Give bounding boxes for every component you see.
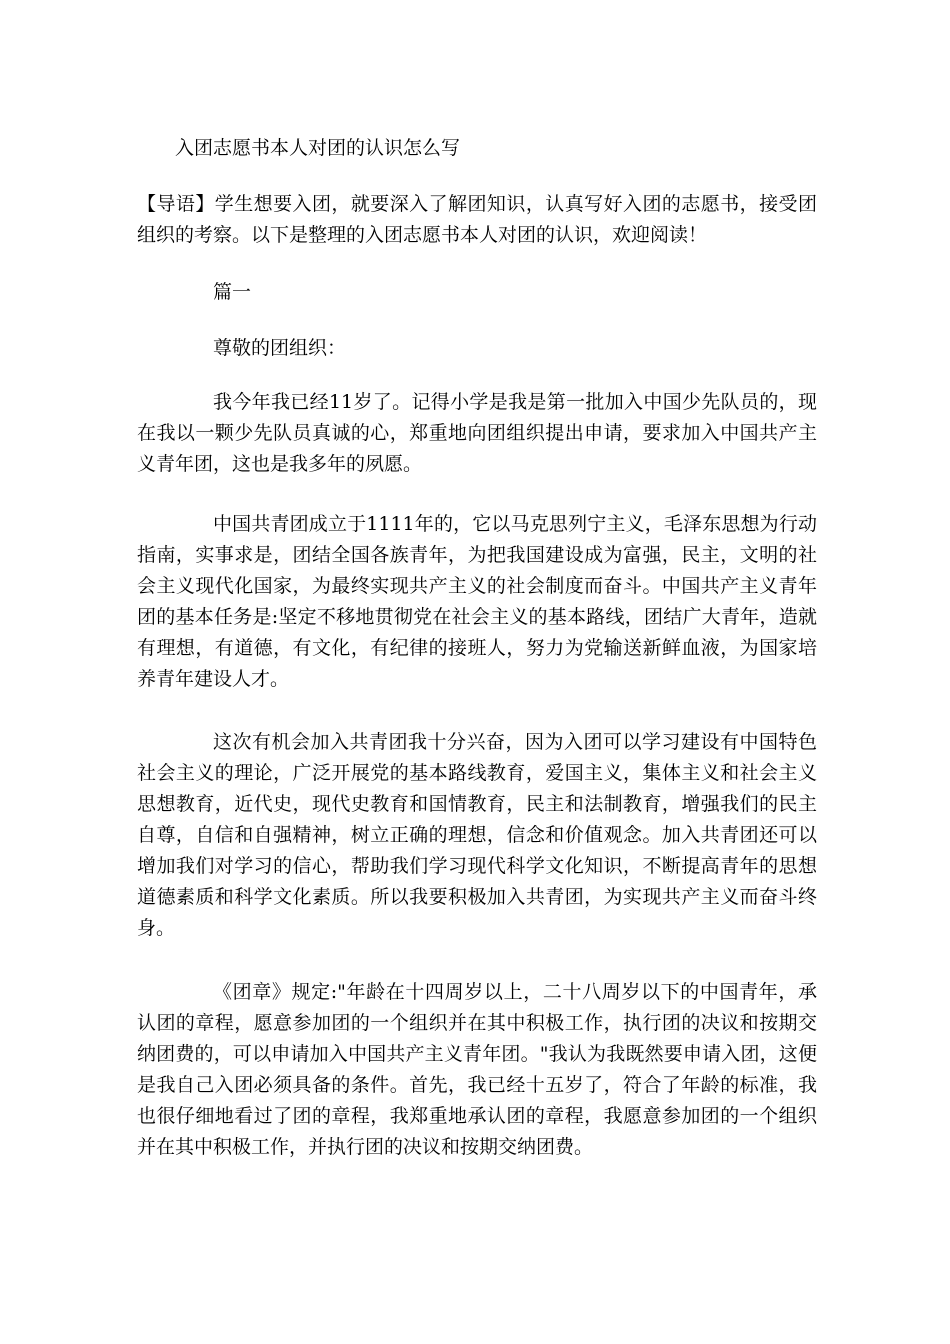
section-label: 篇一 bbox=[213, 281, 252, 303]
body-paragraph: 中国共青团成立于1111年的，它以马克思列宁主义，毛泽东思想为行动指南，实事求是，团结全国各族青年，为把我国建设成为富强，民主，文明的社会主义现代化国家，为最终实现共产主义的社会制度而奋斗。中国共产主义青年团的基本任务是:坚定不移地贯彻党在社会主义的基本路线，团结广大青年，造就有理想，有道德，有文化，有纪律的接班人，努力为党输送新鲜血液，为国家培养青年建设人才。 bbox=[137, 513, 817, 690]
body-paragraph: 我今年我已经11岁了。记得小学是我是第一批加入中国少先队员的，现在我以一颗少先队员真诚的心，郑重地向团组织提出申请，要求加入中国共产主义青年团，这也是我多年的夙愿。 bbox=[137, 391, 817, 475]
body-paragraph: 《团章》规定:"年龄在十四周岁以上，二十八周岁以下的中国青年，承认团的章程，愿意参加团的一个组织并在其中积极工作，执行团的决议和按期交纳团费的，可以申请加入中国共产主义青年团。"我认为我既然要申请入团，这便是我自己入团必须具备的条件。首先，我已经十五岁了，符合了年龄的标准，我也很仔细地看过了团的章程，我郑重地承认团的章程，我愿意参加团的一个组织并在其中积极工作，并执行团的决议和按期交纳团费。 bbox=[137, 981, 817, 1158]
body-paragraph: 这次有机会加入共青团我十分兴奋，因为入团可以学习建设有中国特色社会主义的理论，广泛开展党的基本路线教育，爱国主义，集体主义和社会主义思想教育，近代史，现代史教育和国情教育，民主和法制教育，增强我们的民主自尊，自信和自强精神，树立正确的理想，信念和价值观念。加入共青团还可以增加我们对学习的信心，帮助我们学习现代科学文化知识，不断提高青年的思想道德素质和科学文化素质。所以我要积极加入共青团，为实现共产主义而奋斗终身。 bbox=[137, 731, 817, 939]
salutation: 尊敬的团组织： bbox=[213, 337, 347, 359]
document-title: 入团志愿书本人对团的认识怎么写 bbox=[175, 137, 461, 159]
intro-paragraph: 【导语】学生想要入团，就要深入了解团知识，认真写好入团的志愿书，接受团组织的考察。以下是整理的入团志愿书本人对团的认识，欢迎阅读！ bbox=[137, 193, 817, 246]
